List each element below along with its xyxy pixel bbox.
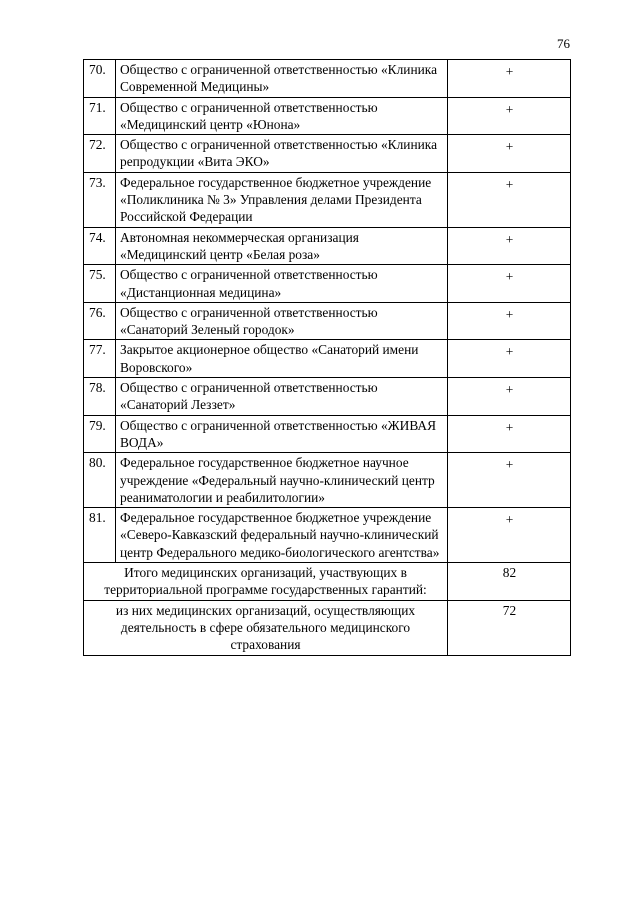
row-number: 81.: [84, 508, 116, 563]
table-row: [84, 415, 571, 453]
participation-mark: +: [448, 302, 571, 340]
participation-mark: +: [448, 135, 571, 173]
total-row: [84, 563, 571, 601]
row-number: 70.: [84, 60, 116, 98]
organization-name: Общество с ограниченной ответственностью «Клиника Современной Медицины»: [116, 60, 448, 98]
row-number: 80.: [84, 453, 116, 508]
participation-mark: +: [448, 265, 571, 303]
organization-name: Федеральное государственное бюджетное учреждение «Поликлиника № 3» Управления делами Президента Российской Федерации: [116, 172, 448, 227]
subtotal-row: [84, 600, 571, 655]
participation-mark: +: [448, 172, 571, 227]
organization-name: Общество с ограниченной ответственностью «Медицинский центр «Юнона»: [116, 97, 448, 135]
organization-name: Федеральное государственное бюджетное научное учреждение «Федеральный научно-клинический центр реаниматологии и реабилитологии»: [116, 453, 448, 508]
row-number: 75.: [84, 265, 116, 303]
table-row: [84, 340, 571, 378]
subtotal-label: из них медицинских организаций, осуществляющих деятельность в сфере обязательного медицинского страхования: [84, 600, 448, 655]
row-number: 71.: [84, 97, 116, 135]
participation-mark: +: [448, 227, 571, 265]
page-number: 76: [557, 36, 570, 51]
row-number: 79.: [84, 415, 116, 453]
table-row: [84, 378, 571, 416]
table-row: [84, 227, 571, 265]
participation-mark: +: [448, 378, 571, 416]
organization-name: Автономная некоммерческая организация «Медицинский центр «Белая роза»: [116, 227, 448, 265]
participation-mark: +: [448, 97, 571, 135]
row-number: 73.: [84, 172, 116, 227]
row-number: 74.: [84, 227, 116, 265]
participation-mark: +: [448, 453, 571, 508]
row-number: 77.: [84, 340, 116, 378]
table-row: [84, 135, 571, 173]
row-number: 78.: [84, 378, 116, 416]
table-row: [84, 60, 571, 98]
table-row: [84, 302, 571, 340]
participation-mark: +: [448, 60, 571, 98]
table-row: [84, 453, 571, 508]
participation-mark: +: [448, 508, 571, 563]
participation-mark: +: [448, 415, 571, 453]
total-value: 82: [448, 563, 571, 601]
organization-name: Общество с ограниченной ответственностью «Санаторий Леззет»: [116, 378, 448, 416]
table-row: [84, 265, 571, 303]
participation-mark: +: [448, 340, 571, 378]
organization-name: Федеральное государственное бюджетное учреждение «Северо-Кавказский федеральный научно-клинический центр Федерального медико-биологического агентства»: [116, 508, 448, 563]
subtotal-value: 72: [448, 600, 571, 655]
row-number: 76.: [84, 302, 116, 340]
total-label: Итого медицинских организаций, участвующих в территориальной программе государственных гарантий:: [84, 563, 448, 601]
table-row: [84, 97, 571, 135]
organization-name: Общество с ограниченной ответственностью «Санаторий Зеленый городок»: [116, 302, 448, 340]
table-row: [84, 172, 571, 227]
organization-name: Общество с ограниченной ответственностью «ЖИВАЯ ВОДА»: [116, 415, 448, 453]
row-number: 72.: [84, 135, 116, 173]
organization-name: Общество с ограниченной ответственностью «Клиника репродукции «Вита ЭКО»: [116, 135, 448, 173]
organizations-table: [83, 59, 571, 656]
table-row: [84, 508, 571, 563]
organization-name: Общество с ограниченной ответственностью «Дистанционная медицина»: [116, 265, 448, 303]
organization-name: Закрытое акционерное общество «Санаторий имени Воровского»: [116, 340, 448, 378]
